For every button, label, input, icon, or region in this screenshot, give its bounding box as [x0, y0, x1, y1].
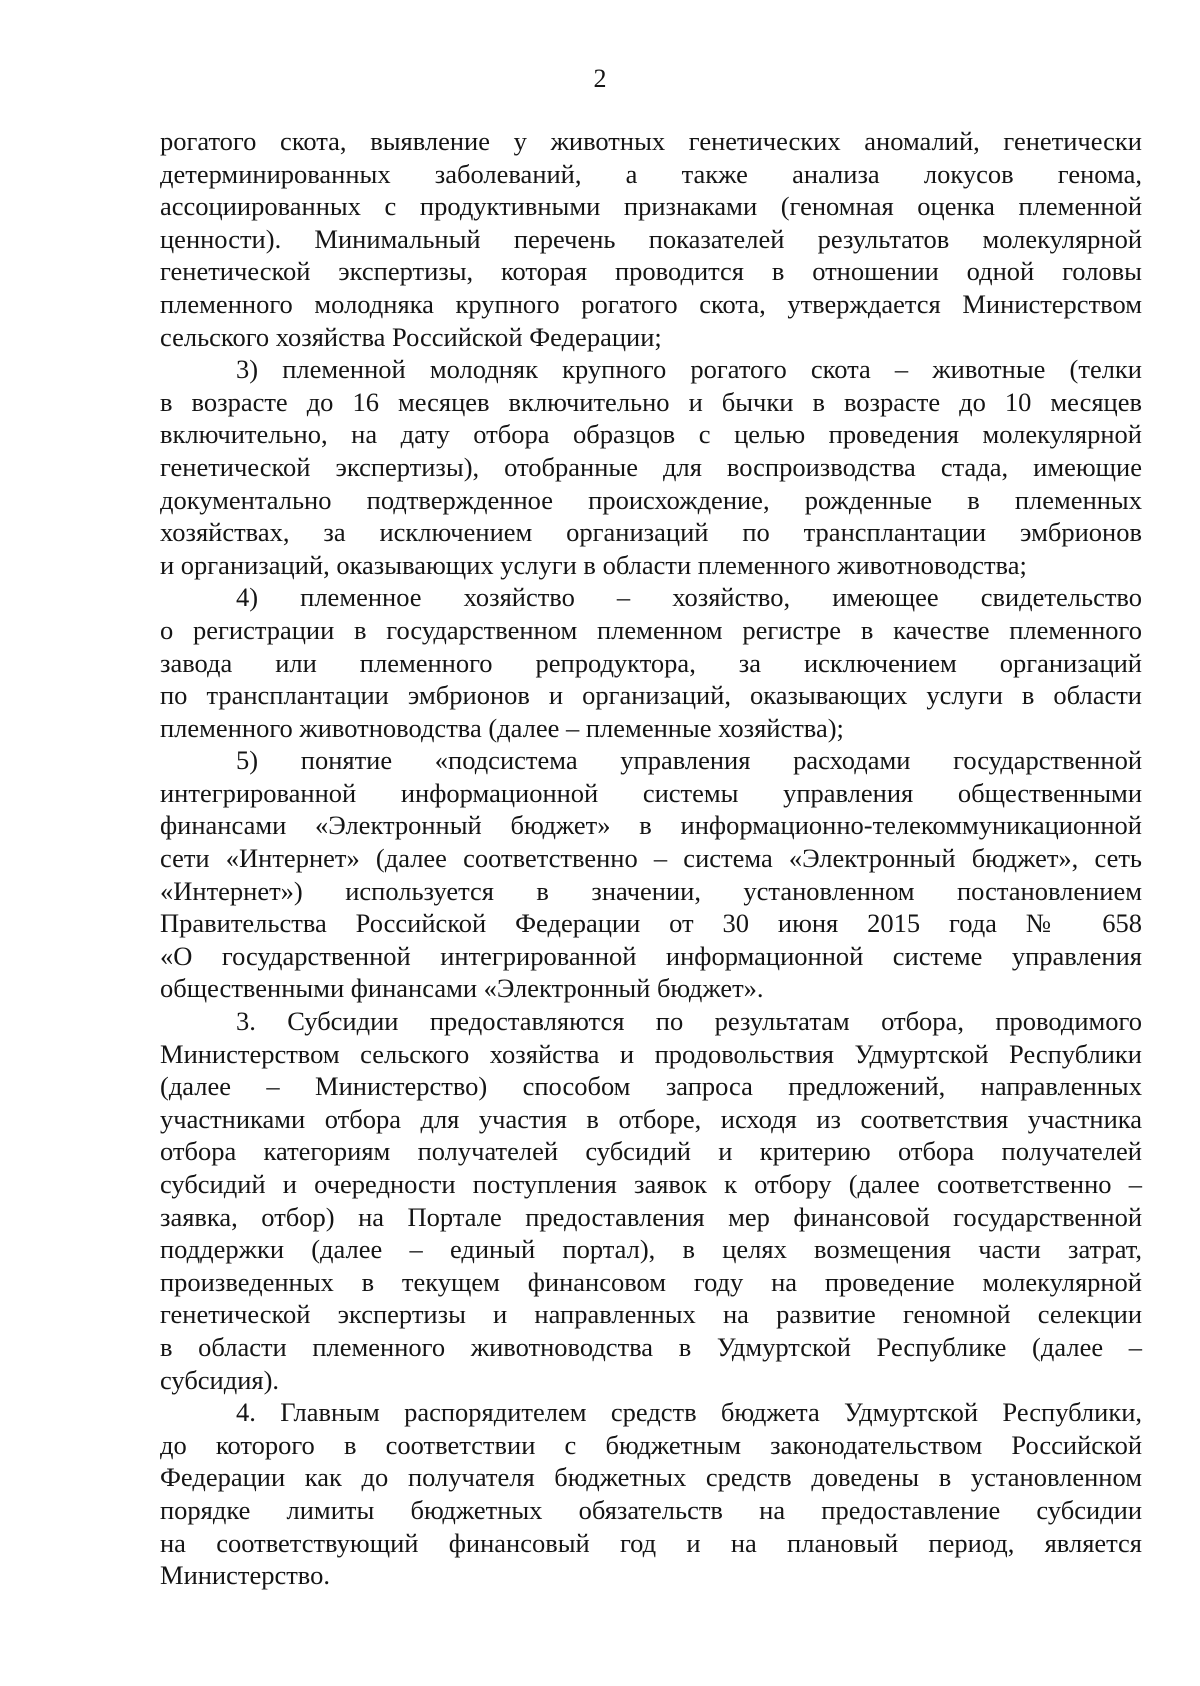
text-line: документально подтвержденное происхождение, рожденные в племенных: [160, 484, 1142, 515]
text-line: субсидий и очередности поступления заявок к отбору (далее соответственно –: [160, 1169, 1142, 1199]
text-line: в области племенного животноводства в Удмуртской Республике (далее –: [160, 1331, 1142, 1362]
text-line: заявка, отбор) на Портале предоставления мер финансовой государственной: [160, 1201, 1142, 1232]
paragraph: [160, 353, 1142, 581]
text-line: племенного животноводства (далее – племенные хозяйства);: [160, 712, 844, 743]
text-line: (далее – Министерство) способом запроса предложений, направленных: [160, 1071, 1142, 1102]
paragraph: [160, 581, 1142, 744]
text-line: о регистрации в государственном племенном регистре в качестве племенного: [160, 614, 1142, 645]
text-line: поддержки (далее – единый портал), в целях возмещения части затрат,: [160, 1234, 1142, 1265]
text-line: «О государственной интегрированной информационной системе управления: [160, 940, 1142, 971]
text-line: субсидия).: [160, 1364, 280, 1395]
text-line: по трансплантации эмбрионов и организаций, оказывающих услуги в области: [160, 680, 1142, 711]
paragraph: [160, 1005, 1142, 1396]
text-line: и организаций, оказывающих услуги в области племенного животноводства;: [160, 549, 1027, 580]
text-line: Министерством сельского хозяйства и продовольствия Удмуртской Республики: [160, 1038, 1142, 1069]
text-line: на соответствующий финансовый год и на плановый период, является: [160, 1527, 1142, 1558]
text-line: произведенных в текущем финансовом году на проведение молекулярной: [160, 1266, 1142, 1297]
text-line: ассоциированных с продуктивными признаками (геномная оценка племенной: [160, 191, 1142, 222]
text-line: сети «Интернет» (далее соответственно – система «Электронный бюджет», сеть: [160, 843, 1142, 874]
text-line: генетической экспертизы и направленных на развитие геномной селекции: [160, 1299, 1142, 1330]
text-line: 3. Субсидии предоставляются по результатам отбора, проводимого: [236, 1006, 1142, 1037]
text-line: финансами «Электронный бюджет» в информационно-телекоммуникационной: [160, 810, 1142, 841]
document-body: [160, 125, 1142, 1592]
paragraph: [160, 125, 1142, 353]
text-line: участниками отбора для участия в отборе, исходя из соответствия участника: [160, 1103, 1142, 1134]
text-line: завода или племенного репродуктора, за исключением организаций: [160, 647, 1142, 678]
text-line: детерминированных заболеваний, а также анализа локусов генома,: [160, 158, 1142, 189]
text-line: общественными финансами «Электронный бюджет».: [160, 973, 764, 1004]
text-line: Правительства Российской Федерации от 30 июня 2015 года № 658: [160, 908, 1142, 939]
text-line: хозяйствах, за исключением организаций по трансплантации эмбрионов: [160, 517, 1142, 548]
text-line: порядке лимиты бюджетных обязательств на предоставление субсидии: [160, 1494, 1142, 1525]
text-line: ценности). Минимальный перечень показателей результатов молекулярной: [160, 223, 1142, 254]
text-line: 4) племенное хозяйство – хозяйство, имеющее свидетельство: [236, 582, 1142, 613]
text-line: генетической экспертизы), отобранные для воспроизводства стада, имеющие: [160, 451, 1142, 482]
text-line: 4. Главным распорядителем средств бюджета Удмуртской Республики,: [236, 1397, 1142, 1428]
text-line: 5) понятие «подсистема управления расходами государственной: [236, 745, 1142, 776]
text-line: включительно, на дату отбора образцов с целью проведения молекулярной: [160, 419, 1142, 450]
text-line: интегрированной информационной системы управления общественными: [160, 777, 1142, 808]
text-line: 3) племенной молодняк крупного рогатого скота – животные (телки: [236, 354, 1142, 385]
paragraph: [160, 1396, 1142, 1592]
text-line: Министерство.: [160, 1560, 331, 1591]
text-line: сельского хозяйства Российской Федерации;: [160, 321, 662, 352]
text-line: отбора категориям получателей субсидий и критерию отбора получателей: [160, 1136, 1142, 1167]
paragraph: [160, 744, 1142, 1005]
text-line: генетической экспертизы, которая проводится в отношении одной головы: [160, 256, 1142, 287]
text-line: Федерации как до получателя бюджетных средств доведены в установленном: [160, 1462, 1142, 1493]
text-line: до которого в соответствии с бюджетным законодательством Российской: [160, 1429, 1142, 1460]
text-line: рогатого скота, выявление у животных генетических аномалий, генетически: [160, 126, 1142, 156]
text-line: в возрасте до 16 месяцев включительно и бычки в возрасте до 10 месяцев: [160, 386, 1142, 417]
text-line: племенного молодняка крупного рогатого скота, утверждается Министерством: [160, 288, 1142, 319]
page-number: 2: [593, 64, 607, 93]
text-line: «Интернет») используется в значении, установленном постановлением: [160, 875, 1142, 906]
